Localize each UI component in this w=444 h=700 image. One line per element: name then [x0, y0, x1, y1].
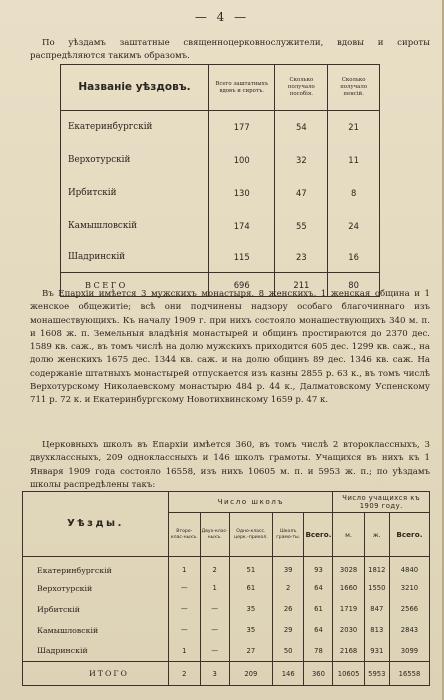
cell-two-class: —: [200, 599, 229, 620]
header-second-class: Второ-клас-ныхъ.: [169, 513, 201, 557]
cell-literacy: 26: [272, 599, 304, 620]
header-students-total: Всего.: [389, 513, 429, 557]
cell-allowance: 211: [275, 273, 328, 297]
table-row: [61, 144, 380, 177]
cell-male: 10605: [333, 662, 364, 686]
cell-second-class: —: [169, 620, 201, 641]
table-row: [61, 243, 380, 273]
cell-literacy: 50: [272, 641, 304, 662]
table-row: [61, 210, 380, 243]
row-name: Верхотурскій: [61, 144, 209, 177]
header-students-group: Число учащихся къ 1909 году.: [333, 492, 430, 513]
cell-female: 813: [364, 620, 389, 641]
total-row: [23, 662, 430, 686]
cell-total: 696: [209, 273, 275, 297]
row-name: Камышловскій: [23, 620, 169, 641]
header-uezd-name: Названіе уѣздовъ.: [61, 65, 209, 111]
cell-schools-total: 61: [304, 599, 333, 620]
row-name: Екатеринбургскій: [61, 111, 209, 144]
cell-students-total: 16558: [389, 662, 429, 686]
cell-one-class: 61: [229, 578, 272, 599]
table-row: [61, 177, 380, 210]
table-row: [23, 557, 430, 578]
cell-students-total: 2843: [389, 620, 429, 641]
header-literacy: Школъ грамо-ты.: [272, 513, 304, 557]
cell-total: 115: [209, 243, 275, 273]
table-row: [23, 599, 430, 620]
table-row: [23, 620, 430, 641]
cell-second-class: 1: [169, 641, 201, 662]
cell-pension: 8: [328, 177, 380, 210]
cell-two-class: 1: [200, 578, 229, 599]
cell-pension: 21: [328, 111, 380, 144]
cell-pension: 80: [328, 273, 380, 297]
cell-two-class: —: [200, 641, 229, 662]
cell-one-class: 35: [229, 620, 272, 641]
cell-female: 5953: [364, 662, 389, 686]
row-name: Верхотурскій: [23, 578, 169, 599]
cell-two-class: —: [200, 620, 229, 641]
cell-students-total: 2566: [389, 599, 429, 620]
cell-one-class: 209: [229, 662, 272, 686]
cell-allowance: 23: [275, 243, 328, 273]
cell-students-total: 4840: [389, 557, 429, 578]
page-number: — 4 —: [194, 10, 250, 24]
cell-literacy: 2: [272, 578, 304, 599]
header-schools-group: Число школъ: [169, 492, 333, 513]
cell-two-class: 3: [200, 662, 229, 686]
cell-allowance: 47: [275, 177, 328, 210]
cell-literacy: 146: [272, 662, 304, 686]
cell-literacy: 29: [272, 620, 304, 641]
cell-total: 174: [209, 210, 275, 243]
cell-pension: 11: [328, 144, 380, 177]
header-total-widows-orphans: Всего заштатныхъ вдовъ и сиротъ.: [209, 65, 275, 111]
cell-male: 2168: [333, 641, 364, 662]
cell-allowance: 32: [275, 144, 328, 177]
cell-female: 1550: [364, 578, 389, 599]
cell-second-class: 2: [169, 662, 201, 686]
cell-male: 2030: [333, 620, 364, 641]
cell-female: 931: [364, 641, 389, 662]
cell-male: 3028: [333, 557, 364, 578]
cell-second-class: —: [169, 578, 201, 599]
paragraph-monasteries: Въ Епархіи имѣется 3 мужскихъ монастыря, 8 женскихъ, 1 женская община и 1 женское общежитіе; всѣ они подчинены надзору особаго благочиннаго изъ монашествующихъ. Къ началу 1909 г. при нихъ состояло монашествующихъ 340 м. п. и 1608 ж. п. Земельныя владѣнія монастырей и общинъ простираются до 2370 дес. 1589 кв. саж., въ томъ числѣ на долю мужскихъ приходится 605 дес. 1299 кв. саж., на долю женскихъ 1675 дес. 1344 кв. саж. и на долю общинъ 89 дес. 1346 кв. саж. На содержаніе штатныхъ монастырей отпускается изъ казны 2855 р. 63 к., въ томъ числѣ Верхотурскому Николаевскому монастырю 484 р. 44 к., Далматовскому Успенскому 711 р. 72 к. и Екатеринбургскому Новотихвинскому 1659 р. 47 к.: [30, 289, 430, 406]
cell-schools-total: 78: [304, 641, 333, 662]
cell-two-class: 2: [200, 557, 229, 578]
cell-literacy: 39: [272, 557, 304, 578]
row-name: Ирбитскій: [23, 599, 169, 620]
cell-total: 177: [209, 111, 275, 144]
cell-allowance: 54: [275, 111, 328, 144]
schools-table-header-top: [23, 492, 430, 513]
row-name: Екатеринбургскій: [23, 557, 169, 578]
header-uezdy: Уѣзды.: [23, 492, 169, 557]
header-one-class: Одно-класс. церк.-прихол.: [229, 513, 272, 557]
cell-total: 100: [209, 144, 275, 177]
cell-female: 847: [364, 599, 389, 620]
header-male: м.: [333, 513, 364, 557]
schools-table: [22, 491, 430, 686]
cell-schools-total: 64: [304, 620, 333, 641]
cell-male: 1719: [333, 599, 364, 620]
cell-students-total: 3099: [389, 641, 429, 662]
cell-female: 1812: [364, 557, 389, 578]
cell-schools-total: 64: [304, 578, 333, 599]
cell-students-total: 3210: [389, 578, 429, 599]
cell-pension: 16: [328, 243, 380, 273]
table-row: [23, 578, 430, 599]
table-row: [23, 641, 430, 662]
cell-pension: 24: [328, 210, 380, 243]
row-name: Шадринскій: [23, 641, 169, 662]
cell-schools-total: 360: [304, 662, 333, 686]
cell-allowance: 55: [275, 210, 328, 243]
cell-total: 130: [209, 177, 275, 210]
cell-second-class: 1: [169, 557, 201, 578]
cell-schools-total: 93: [304, 557, 333, 578]
cell-male: 1660: [333, 578, 364, 599]
clergy-table-header: [61, 65, 380, 111]
cell-one-class: 27: [229, 641, 272, 662]
header-female: ж.: [364, 513, 389, 557]
row-name: Шадринскій: [61, 243, 209, 273]
clergy-table: [60, 64, 380, 297]
header-two-class: Двух-клас-ныхъ.: [200, 513, 229, 557]
total-label: ИТОГО: [23, 662, 169, 686]
paragraph-clergy-intro: По уѣздамъ заштатные священноцерковнослужители, вдовы и сироты распредѣляются такимъ образомъ.: [30, 38, 430, 62]
table-row: [61, 111, 380, 144]
cell-one-class: 51: [229, 557, 272, 578]
total-label: ВСЕГО: [61, 273, 209, 297]
row-name: Камышловскій: [61, 210, 209, 243]
paragraph-schools: Церковныхъ школъ въ Епархіи имѣется 360, въ томъ числѣ 2 второклассныхъ, 3 двухклассныхъ, 209 одноклассныхъ и 146 школъ грамоты. Учащихся въ нихъ къ 1 Января 1909 года состояло 16558, изъ нихъ 10605 м. п. и 5953 ж. п.; по уѣздамъ школы распредѣлены такъ:: [30, 440, 430, 490]
header-allowance: Сколько получало пособія.: [275, 65, 328, 111]
header-pension: Сколько получало пенсій.: [328, 65, 380, 111]
header-schools-total: Всего.: [304, 513, 333, 557]
cell-second-class: —: [169, 599, 201, 620]
cell-one-class: 35: [229, 599, 272, 620]
row-name: Ирбитскій: [61, 177, 209, 210]
